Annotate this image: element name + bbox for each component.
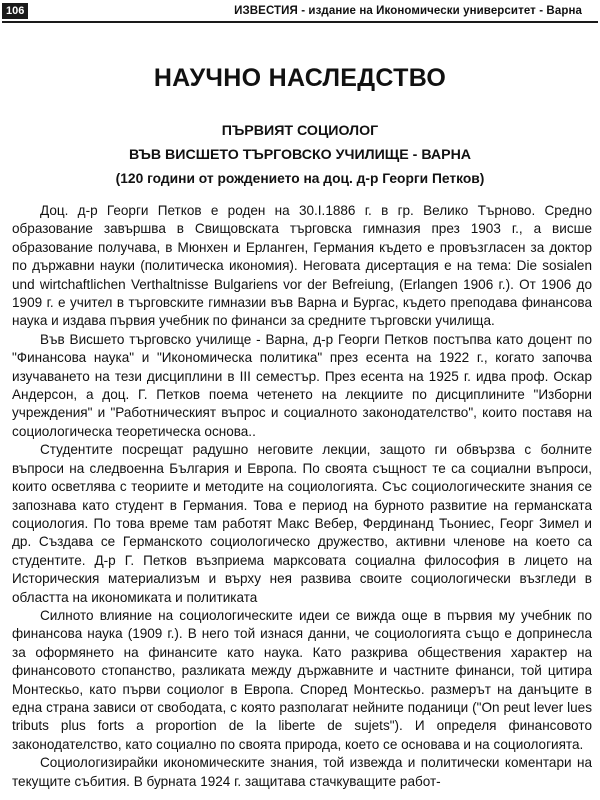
paragraph: Студентите посрещат радушно неговите лекции, защото ги обвързва с болните въпроси на следвоенна България и Европа. По своята същност те са социални въпроси, които осветлява с теориите и методите на социологията. Със социологическите знания се запознава като студент в Германия. Това е период на бурното развитие на германската социология. По това време там работят Макс Вебер, Фердинанд Тьониес, Георг Зимел и др. Създава се Германското социологическо дружество, активни членове на което са студентите. Д-р Г. Петков възприема марксовата социална философия в лицето на Историческия материализъм и върху нея развива своите социологически възгледи в областта на икономиката и политиката <box>12 442 592 605</box>
header-rule <box>2 21 598 23</box>
section-title: НАУЧНО НАСЛЕДСТВО <box>153 64 447 92</box>
paragraph: Силното влияние на социологическите идеи се вижда още в първия му учебник по финансова наука (1909 г.). В него той изнася данни, че социологията също е допринесла за оформянето на финансите като наука. Като разкрива обществения характер на финансовото стопанство, разликата между държавните и частните финанси, той цитира Монтескьо, като първи социолог в Европа. Според Монтескьо. размерът на данъците в една страна зависи от свободата, с която разполагат нейните поданици ("On peut lever lues tributs plus forts a proportion de la liberte de sujets"). И определя финансовото законодателство, като социално по своята природа, което се основава и на социологията. <box>12 607 592 752</box>
paragraph: Социологизирайки икономическите знания, той извежда и политически коментари на текущите събития. В бурната 1924 г. защитава стачкуващите работ- <box>12 755 592 789</box>
article-subtitle: (120 години от рождението на доц. д-р Георги Петков) <box>115 171 485 186</box>
running-title: ИЗВЕСТИЯ - издание на Икономически университет - Варна <box>234 5 582 17</box>
page-number: 106 <box>2 3 28 19</box>
paragraph: Доц. д-р Георги Петков е роден на 30.I.1886 г. в гр. Велико Търново. Средно образование завършва в Свищовската търговска гимназия през 1903 г., а висше образование получава, в Мюнхен и Ерланген, Германия където е провъзгласен за доктор по държавни науки (политическа икономия). Неговата дисертация е на тема: Die sosialen und wirtchaftlichen Verthaltnisse Bulgariens vor der Befreiung, (Erlangen 1906 г.). От 1906 до 1909 г. е учител в търговските гимназии във Варна и Бургас, където преподава финансова наука и издава първия учебник по финанси за средните търговски училища. <box>12 203 592 329</box>
article-title-line-2: ВЪВ ВИСШЕТО ТЪРГОВСКО УЧИЛИЩЕ - ВАРНА <box>128 147 472 163</box>
page-header <box>0 0 600 22</box>
article-body <box>12 202 592 791</box>
article-title-line-1: ПЪРВИЯТ СОЦИОЛОГ <box>221 123 379 139</box>
paragraph: Във Висшето търговско училище - Варна, д-р Георги Петков постъпва като доцент по "Финансова наука" и "Икономическа политика" през есента на 1922 г., когато започва изучаването на тези дисциплини в III семестър. През есента на 1925 г. идва проф. Оскар Андерсон, а доц. Г. Петков поема четенето на лекциите по дисциплините "Изборни учреждения" и "Работническият въпрос и социалното законодателство", които поставя на социологическа теоретическа основа.. <box>12 331 592 439</box>
